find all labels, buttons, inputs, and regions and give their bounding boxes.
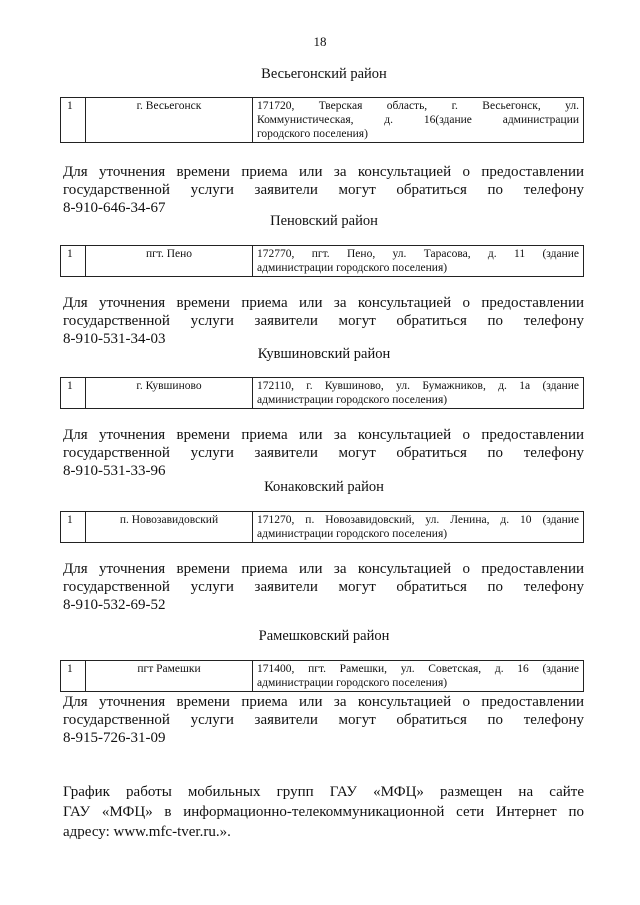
note-line: Для уточнения времени приема или за консультацией о предоставлении [63,427,584,443]
district-title: Конаковский район [264,479,384,495]
office-city: пгт Рамешки [86,661,253,692]
address-line: 171270, п. Новозавидовский, ул. Ленина, д. 10 (здание [257,514,579,526]
address-line: 171720, Тверская область, г. Весьегонск, ул. [257,100,579,112]
office-address [253,661,584,692]
office-address [253,512,584,543]
address-line: городского поселения) [257,128,368,140]
phone-number: 8-915-726-31-09 [63,730,166,746]
phone-number: 8-910-532-69-52 [63,597,166,613]
note-line: Для уточнения времени приема или за консультацией о предоставлении [63,295,584,311]
office-table [60,660,584,692]
phone-number: 8-910-531-33-96 [63,463,166,479]
district-section-vesyegonsk [0,66,640,83]
district-title: Кувшиновский район [257,346,391,362]
district-section-kuvshinovo [0,346,640,363]
row-number: 1 [61,378,86,409]
row-number: 1 [61,246,86,277]
office-table [60,97,584,143]
office-address [253,98,584,143]
district-title: Рамешковский район [258,628,390,644]
phone-number: 8-910-646-34-67 [63,200,166,216]
district-section-konakovo [0,479,640,496]
address-line: 171400, пгт. Рамешки, ул. Советская, д. 16 (здание [257,663,579,675]
office-table [60,245,584,277]
note-line: государственной услуги заявители могут обратиться по телефону [63,182,584,198]
address-line: администрации городского поселения) [257,677,448,689]
office-city: г. Кувшиново [86,378,253,409]
note-line: государственной услуги заявители могут обратиться по телефону [63,712,584,728]
address-line: администрации городского поселения) [257,394,448,406]
row-number: 1 [61,512,86,543]
table-row [61,98,584,143]
note-line: Для уточнения времени приема или за консультацией о предоставлении [63,561,584,577]
district-section-peno [0,213,640,230]
office-city: пгт. Пено [86,246,253,277]
contact-note [63,294,584,348]
office-city: г. Весьегонск [86,98,253,143]
office-city: п. Новозавидовский [86,512,253,543]
row-number: 1 [61,661,86,692]
address-line: 172110, г. Кувшиново, ул. Бумажников, д. 1а (здание [257,380,579,392]
schedule-paragraph [63,782,584,842]
office-address [253,246,584,277]
note-line: государственной услуги заявители могут обратиться по телефону [63,445,584,461]
note-line: государственной услуги заявители могут обратиться по телефону [63,313,584,329]
row-number: 1 [61,98,86,143]
footer-line: ГАУ «МФЦ» в информационно-телекоммуникационной сети Интернет по [63,804,584,820]
note-line: государственной услуги заявители могут обратиться по телефону [63,579,584,595]
table-row [61,661,584,692]
note-line: Для уточнения времени приема или за консультацией о предоставлении [63,164,584,180]
footer-line: адресу: www.mfc-tver.ru.». [63,824,231,840]
address-line: администрации городского поселения) [257,528,448,540]
table-row [61,246,584,277]
district-title: Пеновский район [270,213,378,229]
contact-note [63,560,584,614]
office-table [60,511,584,543]
district-title: Весьегонский район [261,66,387,82]
footer-line: График работы мобильных групп ГАУ «МФЦ» размещен на сайте [63,784,584,800]
table-row [61,512,584,543]
note-line: Для уточнения времени приема или за консультацией о предоставлении [63,694,584,710]
office-address [253,378,584,409]
address-line: администрации городского поселения) [257,262,448,274]
contact-note [63,163,584,217]
address-line: 172770, пгт. Пено, ул. Тарасова, д. 11 (здание [257,248,579,260]
district-section-rameshki [0,628,640,645]
phone-number: 8-910-531-34-03 [63,331,166,347]
address-line: Коммунистическая, д. 16(здание администрации [257,114,579,126]
table-row [61,378,584,409]
contact-note [63,693,584,747]
contact-note [63,426,584,480]
office-table [60,377,584,409]
page-number: 18 [313,34,327,49]
